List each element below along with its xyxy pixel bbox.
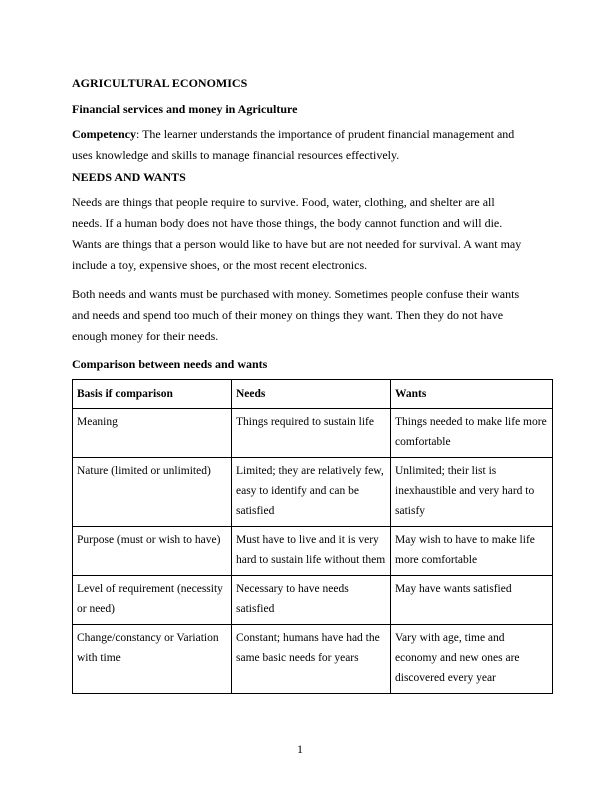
header-needs: Needs	[232, 380, 391, 409]
table-header-row	[73, 380, 553, 409]
section-heading: NEEDS AND WANTS	[72, 170, 186, 184]
cell-basis: Change/constancy or Variation with time	[73, 625, 232, 694]
cell-needs: Things required to sustain life	[232, 409, 391, 458]
cell-wants: Things needed to make life more comfortable	[391, 409, 553, 458]
cell-needs: Must have to live and it is very hard to sustain life without them	[232, 527, 391, 576]
table-row	[73, 409, 553, 458]
cell-basis: Nature (limited or unlimited)	[73, 458, 232, 527]
cell-wants: May wish to have to make life more comfortable	[391, 527, 553, 576]
cell-basis: Meaning	[73, 409, 232, 458]
table-row	[73, 625, 553, 694]
table-row	[73, 527, 553, 576]
header-wants: Wants	[391, 380, 553, 409]
cell-basis: Level of requirement (necessity or need)	[73, 576, 232, 625]
comparison-table	[72, 379, 553, 694]
competency-label: Competency	[72, 127, 136, 141]
header-basis: Basis if comparison	[73, 380, 232, 409]
page-number: 1	[297, 742, 303, 756]
cell-needs: Constant; humans have had the same basic needs for years	[232, 625, 391, 694]
cell-wants: May have wants satisfied	[391, 576, 553, 625]
document-title: AGRICULTURAL ECONOMICS	[72, 76, 248, 90]
cell-basis: Purpose (must or wish to have)	[73, 527, 232, 576]
document-page	[72, 76, 547, 694]
cell-needs: Necessary to have needs satisfied	[232, 576, 391, 625]
cell-wants: Vary with age, time and economy and new ones are discovered every year	[391, 625, 553, 694]
cell-wants: Unlimited; their list is inexhaustible and very hard to satisfy	[391, 458, 553, 527]
document-subtitle: Financial services and money in Agriculture	[72, 102, 298, 116]
competency-text: : The learner understands the importance of prudent financial management and uses knowledge and skills to manage financial resources effectively.	[72, 127, 515, 162]
table-row	[73, 458, 553, 527]
paragraph-money: Both needs and wants must be purchased with money. Sometimes people confuse their wants and needs and spend too much of their money on things they want. Then they do not have enough money for their needs.	[72, 287, 520, 343]
table-row	[73, 576, 553, 625]
competency-statement	[72, 124, 528, 166]
table-caption: Comparison between needs and wants	[72, 357, 268, 371]
paragraph-needs-definition: Needs are things that people require to survive. Food, water, clothing, and shelter are all needs. If a human body does not have those things, the body cannot function and will die. Wants are things that a person would like to have but are not needed for survival. A want may include a toy, expensive shoes, or the most recent electronics.	[72, 195, 522, 272]
cell-needs: Limited; they are relatively few, easy to identify and can be satisfied	[232, 458, 391, 527]
